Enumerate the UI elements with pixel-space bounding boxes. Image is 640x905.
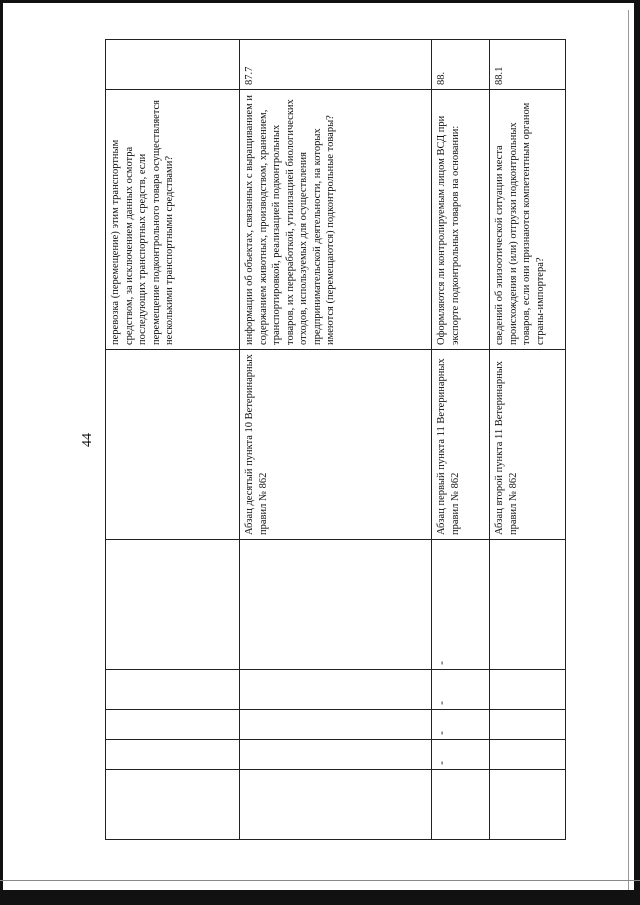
cell-mark xyxy=(490,710,566,740)
scan-edge-right xyxy=(634,0,640,905)
table-row xyxy=(432,40,490,840)
cell-reference: Абзац второй пункта 11 Ветеринарных правил № 862 xyxy=(490,350,566,540)
cell-question: информации об объектах, связанных с выращиванием и содержанием животных, производством, хранением, транспортировкой, реализацией подконтрольных товаров, их переработкой, утилизацией биологических отходов, используемых для осуществления предпринимательской деятельности, на которых имеются (перемещаются) подконтрольные товары? xyxy=(240,90,432,350)
cell-question: сведений об эпизоотической ситуации места происхождения и (или) отгрузки подконтрольных товаров, если они признаются компетентным органом страны-импортера? xyxy=(490,90,566,350)
cell-mark: - xyxy=(432,670,490,710)
cell-note xyxy=(240,770,432,840)
cell-reference: Абзац первый пункта 11 Ветеринарных правил № 862 xyxy=(432,350,490,540)
cell-reference: Абзац десятый пункта 10 Ветеринарных правил № 862 xyxy=(240,350,432,540)
cell-mark xyxy=(240,740,432,770)
cell-mark xyxy=(490,670,566,710)
table-row xyxy=(490,40,566,840)
scan-edge-bottom-line xyxy=(0,880,640,881)
scan-edge-right-line xyxy=(628,10,629,890)
cell-mark: - xyxy=(432,710,490,740)
cell-note xyxy=(490,770,566,840)
cell-reference xyxy=(106,350,240,540)
cell-mark: - xyxy=(432,740,490,770)
cell-item-number xyxy=(106,40,240,90)
cell-mark: - xyxy=(432,540,490,670)
table-row xyxy=(240,40,432,840)
cell-mark xyxy=(240,670,432,710)
cell-mark xyxy=(240,710,432,740)
cell-mark xyxy=(106,670,240,710)
page-number: 44 xyxy=(80,433,95,447)
cell-note xyxy=(432,770,490,840)
cell-question: Оформляются ли контролируемым лицом ВСД при экспорте подконтрольных товаров на основании: xyxy=(432,90,490,350)
cell-mark xyxy=(490,740,566,770)
rotated-page xyxy=(80,40,546,840)
scan-edge-bottom xyxy=(0,890,640,905)
cell-mark xyxy=(106,540,240,670)
cell-note xyxy=(106,770,240,840)
table-row xyxy=(106,40,240,840)
cell-question: перевозка (перемещение) этим транспортным средством, за исключением данных осмотра последующих транспортных средств, если перемещение подконтрольного товара осуществляется несколькими транспортными средствами? xyxy=(106,90,240,350)
cell-item-number: 88.1 xyxy=(490,40,566,90)
cell-mark xyxy=(106,710,240,740)
scan-edge-left xyxy=(0,0,3,905)
cell-mark xyxy=(106,740,240,770)
cell-mark xyxy=(490,540,566,670)
cell-mark xyxy=(240,540,432,670)
cell-item-number: 88. xyxy=(432,40,490,90)
cell-item-number: 87.7 xyxy=(240,40,432,90)
checklist-table xyxy=(105,39,566,840)
scan-edge-top xyxy=(0,0,640,3)
